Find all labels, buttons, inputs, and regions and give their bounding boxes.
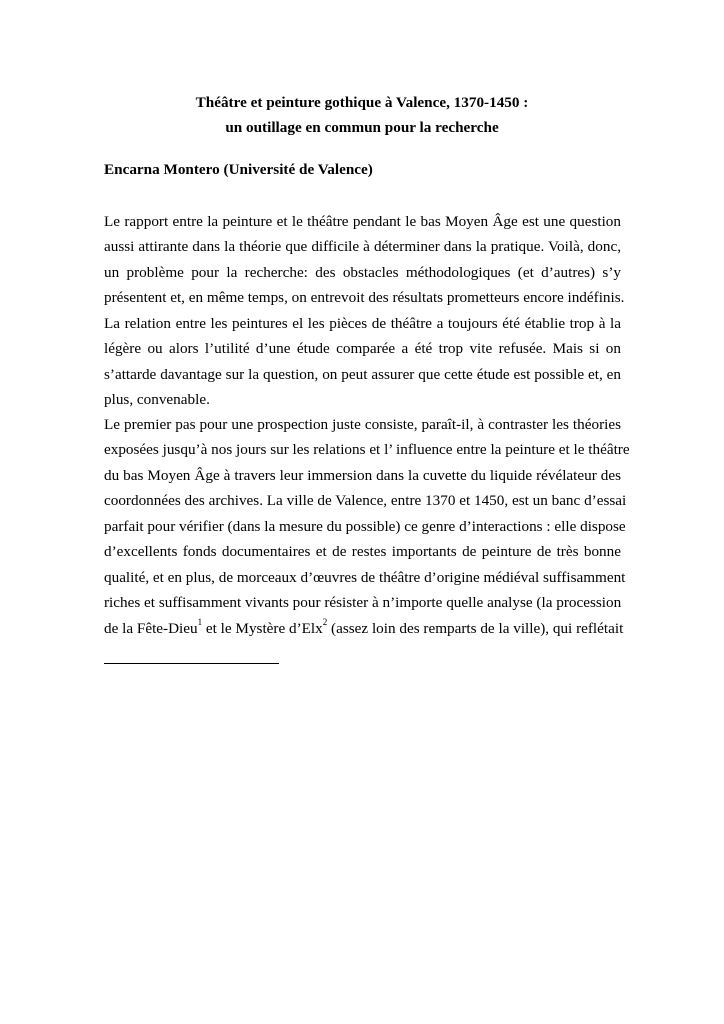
text-line: d’excellents fonds documentaires et de restes importants de peinture de très bonne [104,543,621,561]
text-line: La relation entre les peintures el les pièces de théâtre a toujours été établie trop à la [104,314,621,332]
title-line-2: un outillage en commun pour la recherche [225,119,499,136]
text-line: un problème pour la recherche: des obstacles méthodologiques (et d’autres) s’y [104,263,621,281]
text-line: présentent et, en même temps, on entrevoit des résultats prometteurs encore indéfinis. [104,289,625,307]
text-segment: et le Mystère d’Elx [202,619,323,637]
footnote-ref-2: 2 [322,617,328,628]
text-line: qualité, et en plus, de morceaux d’œuvres de théâtre d’origine médiéval suffisamment [104,568,626,586]
text-line: exposées jusqu’à nos jours sur les relations et l’ influence entre la peinture et le théâtre [104,441,630,459]
text-line: du bas Moyen Âge à travers leur immersion dans la cuvette du liquide révélateur des [104,466,621,484]
text-line: Le premier pas pour une prospection juste consiste, paraît-il, à contraster les théories [104,416,621,433]
text-line [104,616,624,641]
text-segment: (assez loin des remparts de la ville), qui reflétait [327,619,624,637]
text-line: s’attarde davantage sur la question, on peut assurer que cette étude est possible et, en [104,365,621,383]
paragraph-1 [104,209,625,413]
paragraph-2 [104,412,630,641]
footnote-ref-1: 1 [197,617,203,628]
text-line: aussi attirante dans la théorie que difficile à déterminer dans la pratique. Voilà, donc, [104,238,621,256]
footnote-separator [104,663,279,664]
title-line-1: Théâtre et peinture gothique à Valence, 1370-1450 : [195,94,529,111]
text-line: riches et suffisamment vivants pour résister à n’importe quelle analyse (la procession [104,594,622,612]
text-line: parfait pour vérifier (dans la mesure du possible) ce genre d’interactions : elle dispose [104,517,626,535]
text-line: Le rapport entre la peinture et le théâtre pendant le bas Moyen Âge est une question [104,213,621,230]
text-line: coordonnées des archives. La ville de Valence, entre 1370 et 1450, est un banc d’essai [104,492,627,510]
author-line: Encarna Montero (Université de Valence) [104,161,373,178]
text-line: légère ou alors l’utilité d’une étude comparée a été trop vite refusée. Mais si on [104,340,621,358]
text-line: plus, convenable. [104,391,210,409]
text-segment: de la Fête-Dieu [104,619,198,637]
